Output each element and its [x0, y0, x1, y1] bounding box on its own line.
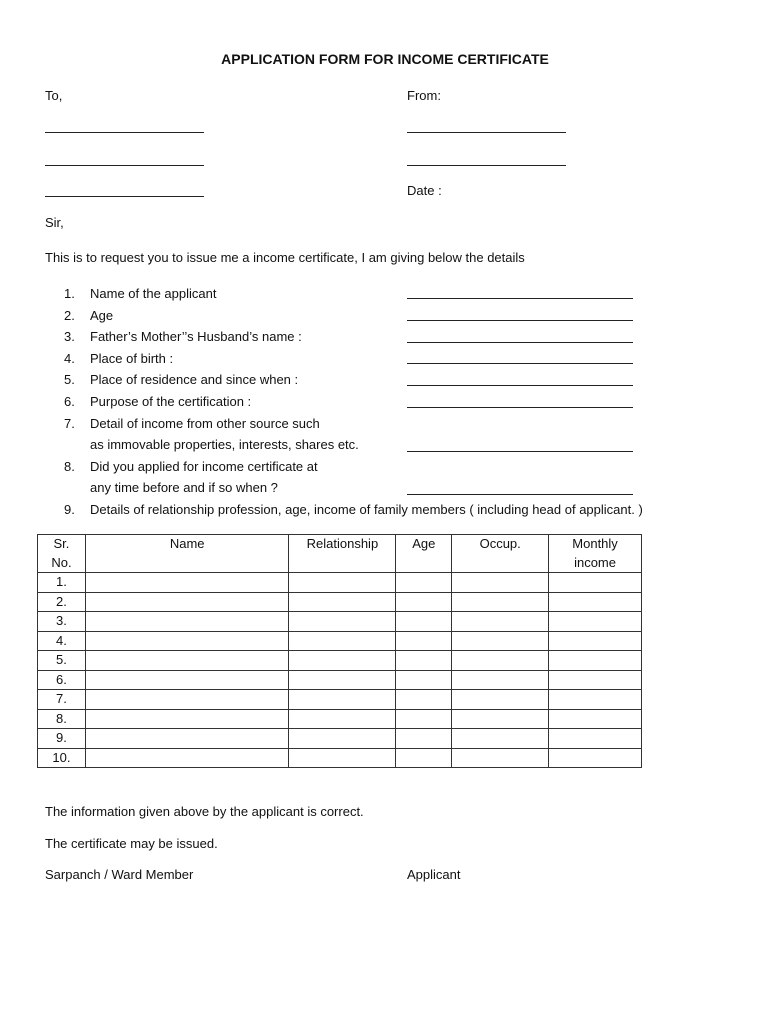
list-item: 3. Father’s Mother’’s Husband’s name : — [64, 329, 302, 345]
cell-monthly-income[interactable] — [549, 651, 642, 671]
cell-relationship[interactable] — [289, 573, 396, 593]
to-label: To, — [45, 88, 63, 103]
cell-relationship[interactable] — [289, 748, 396, 768]
cell-name[interactable] — [85, 690, 289, 710]
cell-occupation[interactable] — [452, 748, 549, 768]
cell-occupation[interactable] — [452, 573, 549, 593]
cell-sr-no: 1. — [38, 573, 86, 593]
cell-relationship[interactable] — [289, 651, 396, 671]
cell-occupation[interactable] — [452, 631, 549, 651]
list-item: 8. Did you applied for income certificate at any time before and if so when ? — [64, 458, 318, 496]
table-row — [38, 631, 642, 651]
cell-monthly-income[interactable] — [549, 748, 642, 768]
table-row — [38, 612, 642, 632]
cell-name[interactable] — [85, 709, 289, 729]
cell-occupation[interactable] — [452, 651, 549, 671]
salutation: Sir, — [45, 215, 64, 230]
cell-monthly-income[interactable] — [549, 573, 642, 593]
cell-age[interactable] — [396, 690, 452, 710]
cell-age[interactable] — [396, 748, 452, 768]
date-label: Date : — [407, 183, 442, 198]
cell-sr-no: 3. — [38, 612, 86, 632]
cell-sr-no: 2. — [38, 592, 86, 612]
cell-monthly-income[interactable] — [549, 729, 642, 749]
cell-age[interactable] — [396, 573, 452, 593]
answer-line-purpose[interactable] — [407, 407, 633, 408]
to-line-2[interactable] — [45, 165, 204, 166]
answer-line-previous-application[interactable] — [407, 494, 633, 495]
table-row — [38, 670, 642, 690]
table-row — [38, 651, 642, 671]
header-occupation: Occup. — [452, 535, 549, 573]
cell-name[interactable] — [85, 729, 289, 749]
cell-monthly-income[interactable] — [549, 670, 642, 690]
cell-sr-no: 9. — [38, 729, 86, 749]
cell-sr-no: 7. — [38, 690, 86, 710]
to-line-1[interactable] — [45, 132, 204, 133]
cell-sr-no: 10. — [38, 748, 86, 768]
statement-text: The information given above by the applicant is correct. — [45, 804, 364, 819]
cell-age[interactable] — [396, 592, 452, 612]
answer-line-name[interactable] — [407, 298, 633, 299]
to-line-3[interactable] — [45, 196, 204, 197]
cell-occupation[interactable] — [452, 612, 549, 632]
table-row — [38, 592, 642, 612]
cell-age[interactable] — [396, 651, 452, 671]
family-details-table — [37, 534, 642, 768]
cell-relationship[interactable] — [289, 729, 396, 749]
intro-text: This is to request you to issue me a income certificate, I am giving below the details — [45, 250, 525, 265]
cell-sr-no: 5. — [38, 651, 86, 671]
table-row — [38, 748, 642, 768]
cell-relationship[interactable] — [289, 670, 396, 690]
list-item: 6. Purpose of the certification : — [64, 393, 252, 409]
cell-name[interactable] — [85, 631, 289, 651]
cell-name[interactable] — [85, 592, 289, 612]
cell-sr-no: 4. — [38, 631, 86, 651]
list-item: 4. Place of birth : — [64, 350, 174, 366]
header-age: Age — [396, 535, 452, 573]
cell-name[interactable] — [85, 573, 289, 593]
cell-age[interactable] — [396, 670, 452, 690]
cell-sr-no: 6. — [38, 670, 86, 690]
table-row — [38, 690, 642, 710]
cell-occupation[interactable] — [452, 729, 549, 749]
answer-line-other-income[interactable] — [407, 451, 633, 452]
cell-sr-no: 8. — [38, 709, 86, 729]
from-label: From: — [407, 88, 441, 103]
cell-occupation[interactable] — [452, 670, 549, 690]
form-title: APPLICATION FORM FOR INCOME CERTIFICATE — [221, 51, 549, 67]
answer-line-residence[interactable] — [407, 385, 633, 386]
cell-age[interactable] — [396, 612, 452, 632]
applicant-signature-label: Applicant — [407, 867, 461, 882]
cell-monthly-income[interactable] — [549, 709, 642, 729]
header-monthly-income: Monthly income — [549, 535, 642, 573]
cell-monthly-income[interactable] — [549, 592, 642, 612]
table-row — [38, 729, 642, 749]
header-sr-no: Sr. No. — [38, 535, 86, 573]
cell-age[interactable] — [396, 631, 452, 651]
cell-age[interactable] — [396, 729, 452, 749]
cell-relationship[interactable] — [289, 612, 396, 632]
cell-relationship[interactable] — [289, 631, 396, 651]
header-relationship: Relationship — [289, 535, 396, 573]
cell-occupation[interactable] — [452, 709, 549, 729]
list-item: 1. Name of the applicant — [64, 286, 217, 301]
sarpanch-signature-label: Sarpanch / Ward Member — [45, 867, 194, 882]
table-row — [38, 573, 642, 593]
cell-name[interactable] — [85, 612, 289, 632]
cell-name[interactable] — [85, 748, 289, 768]
list-item: 5. Place of residence and since when : — [64, 372, 299, 388]
answer-line-birthplace[interactable] — [407, 363, 633, 364]
cell-relationship[interactable] — [289, 690, 396, 710]
cell-age[interactable] — [396, 709, 452, 729]
header-name: Name — [85, 535, 289, 573]
cell-monthly-income[interactable] — [549, 612, 642, 632]
cell-occupation[interactable] — [452, 690, 549, 710]
answer-line-age[interactable] — [407, 320, 633, 321]
list-item: 7. Detail of income from other source such as immovable properties, interests, shares etc. — [64, 415, 359, 453]
table-header-row — [38, 535, 642, 573]
from-line-2[interactable] — [407, 165, 566, 166]
table-row — [38, 709, 642, 729]
cell-name[interactable] — [85, 670, 289, 690]
list-item: 2. Age — [64, 307, 114, 323]
details-list — [64, 283, 643, 521]
list-item: 9. Details of relationship profession, age, income of family members ( including head of applicant. ) — [64, 501, 643, 517]
cell-occupation[interactable] — [452, 592, 549, 612]
cell-monthly-income[interactable] — [549, 690, 642, 710]
cell-monthly-income[interactable] — [549, 631, 642, 651]
answer-line-parent-name[interactable] — [407, 342, 633, 343]
issue-text: The certificate may be issued. — [45, 836, 218, 851]
cell-relationship[interactable] — [289, 709, 396, 729]
cell-name[interactable] — [85, 651, 289, 671]
from-line-1[interactable] — [407, 132, 566, 133]
cell-relationship[interactable] — [289, 592, 396, 612]
